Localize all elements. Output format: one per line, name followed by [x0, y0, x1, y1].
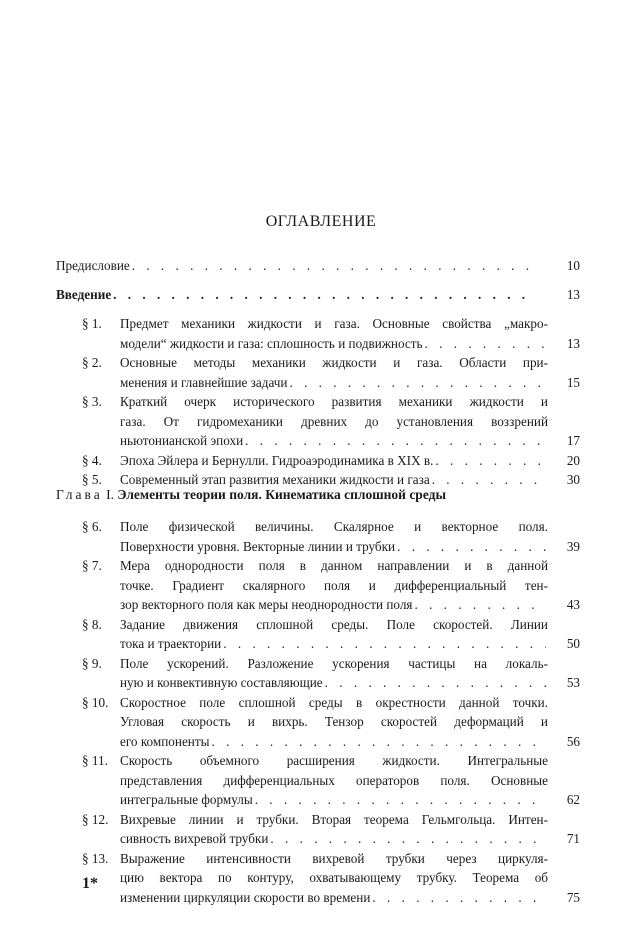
entry-label: Введение — [56, 287, 112, 302]
entry-text: Современный этап развития механики жидкости и газа — [120, 472, 430, 487]
toc-section-entry — [120, 556, 548, 615]
section-number: § 2. — [82, 355, 102, 370]
entry-text: зор векторного поля как меры неоднородности поля — [120, 597, 413, 612]
toc-section-entry — [120, 517, 548, 556]
toc-section-entry — [120, 693, 548, 752]
leader-dots — [425, 334, 546, 354]
entry-text: изменении циркуляции скорости во времени — [120, 889, 371, 905]
entry-text: Поверхности уровня. Векторные линии и трубки — [120, 538, 396, 554]
entry-line: Мера однородности поля в данном направлении и в данной — [120, 558, 548, 573]
entry-line — [120, 673, 548, 693]
entry-page: 75 — [566, 889, 580, 905]
section-number: § 4. — [82, 452, 102, 468]
entry-line — [120, 334, 548, 354]
entry-text: модели“ жидкости и газа: сплошность и подвижность — [120, 335, 423, 351]
page-title: ОГЛАВЛЕНИЕ — [265, 213, 377, 230]
leader-dots — [212, 732, 547, 752]
entry-line: Основные методы механики жидкости и газа. Области при- — [120, 355, 548, 370]
entry-page: 50 — [566, 636, 580, 651]
entry-line — [120, 829, 548, 849]
entry-page: 13 — [566, 287, 580, 302]
entry-line: Скорость объемного расширения жидкости. Интегральные — [120, 753, 548, 768]
entry-line — [120, 537, 548, 557]
leader-dots — [270, 829, 546, 849]
leader-dots — [132, 256, 534, 276]
entry-line: Предмет механики жидкости и газа. Основные свойства „макро- — [120, 316, 548, 331]
section-number: § 13. — [82, 850, 109, 866]
chapter-title: Элементы теории поля. Кинематика сплошной среды — [117, 487, 446, 502]
entry-label: Предисловие — [56, 258, 130, 273]
leader-dots — [372, 888, 546, 908]
leader-dots — [289, 373, 546, 393]
entry-text: ную и конвективную составляющие — [120, 675, 323, 690]
toc-section-entry — [120, 751, 548, 810]
entry-text: тока и траектории — [120, 636, 222, 651]
entry-line: газа. От гидромеханики древних до установления воззрений — [120, 413, 548, 429]
leader-dots — [435, 451, 546, 471]
entry-line: Вихревые линии и трубки. Вторая теорема Гельмгольца. Интен- — [120, 811, 548, 827]
section-number: § 6. — [82, 519, 102, 534]
leader-dots — [325, 673, 546, 693]
leader-dots — [245, 431, 546, 451]
toc-section-entry — [120, 654, 548, 693]
leader-dots — [432, 470, 546, 490]
toc-section-entry — [120, 451, 548, 471]
entry-page: 62 — [566, 792, 580, 807]
entry-page: 10 — [566, 258, 580, 273]
entry-line — [120, 431, 548, 451]
entry-page: 56 — [566, 733, 580, 749]
entry-text: Эпоха Эйлера и Бернулли. Гидроаэродинамика в XIX в. — [120, 452, 434, 468]
entry-line: Краткий очерк исторического развития механики жидкости и — [120, 394, 548, 409]
entry-text: сивность вихревой трубки — [120, 831, 269, 846]
leader-dots — [223, 634, 546, 654]
entry-text: интегральные формулы — [120, 792, 253, 807]
entry-page: 15 — [566, 374, 580, 390]
entry-page: 17 — [566, 433, 580, 448]
toc-section-entry — [120, 810, 548, 849]
entry-line: Задание движения сплошной среды. Поле скоростей. Линии — [120, 616, 548, 632]
entry-page: 30 — [566, 472, 580, 487]
entry-line: представления дифференциальных операторов поля. Основные — [120, 772, 548, 788]
toc-entry-preface — [56, 256, 536, 276]
entry-line — [120, 451, 548, 471]
entry-page: 39 — [566, 538, 580, 554]
entry-line — [120, 790, 548, 810]
entry-text: ньютонианской эпохи — [120, 433, 244, 448]
toc-section-entry — [120, 392, 548, 451]
entry-page: 71 — [566, 831, 580, 846]
section-number: § 12. — [82, 811, 109, 827]
entry-line: точке. Градиент скалярного поля и дифференциальный тен- — [120, 577, 548, 593]
entry-text: его компоненты — [120, 733, 210, 749]
entry-line: цию вектора по контуру, охватывающему трубку. Теорема об — [120, 870, 548, 885]
entry-page: 13 — [566, 335, 580, 351]
leader-dots — [113, 285, 534, 305]
entry-page: 43 — [566, 597, 580, 612]
toc-section-entry — [120, 615, 548, 654]
toc-section-entry — [120, 353, 548, 392]
toc-section-entry — [120, 849, 548, 908]
entry-line: Скоростное поле сплошной среды в окрестности данной точки. — [120, 694, 548, 710]
entry-page: 53 — [566, 675, 580, 690]
entry-line — [120, 888, 548, 908]
entry-line — [120, 732, 548, 752]
section-number: § 9. — [82, 655, 102, 671]
section-number: § 10. — [82, 694, 109, 710]
section-number: § 8. — [82, 616, 102, 632]
entry-line — [120, 373, 548, 393]
leader-dots — [255, 790, 546, 810]
leader-dots — [414, 595, 546, 615]
entry-line: Угловая скорость и вихрь. Тензор скоростей деформаций и — [120, 714, 548, 729]
chapter-number: I. — [106, 487, 114, 502]
toc-entry-introduction — [56, 285, 536, 305]
chapter-heading — [56, 487, 446, 503]
entry-line — [120, 634, 548, 654]
entry-line — [120, 595, 548, 615]
chapter-prefix: Глава — [56, 487, 103, 502]
signature-mark: 1* — [82, 875, 98, 892]
section-number: § 7. — [82, 558, 102, 573]
section-number: § 1. — [82, 316, 102, 331]
section-number: § 3. — [82, 394, 102, 409]
entry-line: Поле ускорений. Разложение ускорения частицы на локаль- — [120, 655, 548, 671]
entry-page: 20 — [566, 452, 580, 468]
toc-section-entry — [120, 314, 548, 353]
entry-line: Выражение интенсивности вихревой трубки через циркуля- — [120, 850, 548, 866]
leader-dots — [397, 537, 546, 557]
entry-line: Поле физической величины. Скалярное и векторное поля. — [120, 519, 548, 534]
section-number: § 5. — [82, 472, 102, 487]
section-number: § 11. — [82, 753, 108, 768]
entry-text: менения и главнейшие задачи — [120, 374, 288, 390]
